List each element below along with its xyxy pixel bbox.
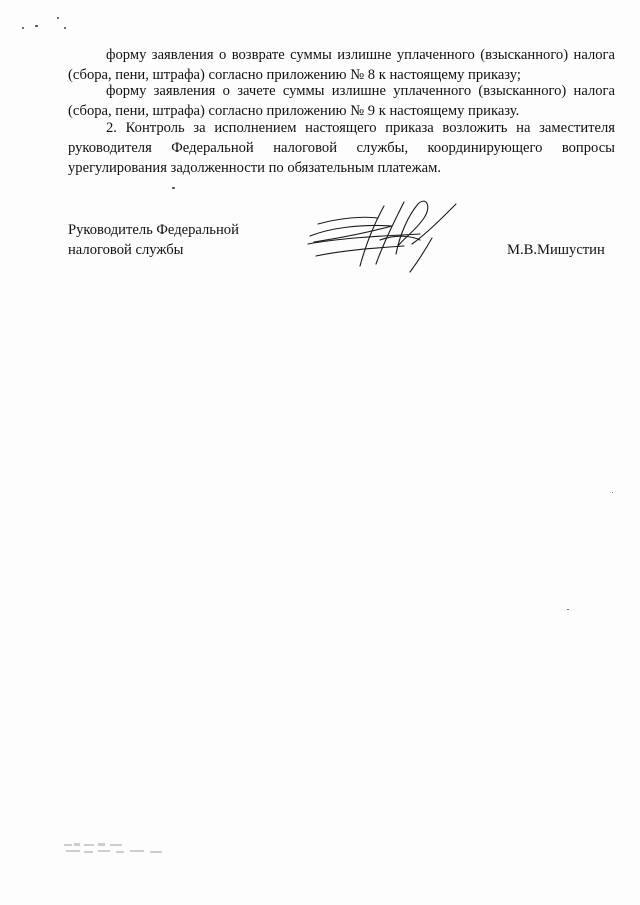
scan-speck — [172, 187, 175, 189]
scan-speck — [64, 27, 66, 29]
handwritten-signature — [300, 194, 470, 274]
signer-title — [68, 220, 239, 260]
paragraph-control: 2. Контроль за исполнением настоящего приказа возложить на заместителя руководителя Федеральной налоговой службы, координирующего вопросы урегулирования задолженности по обязательным платежам. — [68, 120, 615, 176]
paragraph-return-form: форму заявления о возврате суммы излишне уплаченного (взысканного) налога (сбора, пени, штрафа) согласно приложению № 8 к настоящему приказу; — [68, 47, 615, 83]
signer-title-line2: налоговой службы — [68, 242, 184, 258]
signer-title-line1: Руководитель Федеральной — [68, 222, 239, 238]
scan-speck — [35, 25, 38, 27]
scan-speck — [57, 17, 59, 19]
scan-noise-mark — [64, 842, 174, 856]
paragraph-offset-form: форму заявления о зачете суммы излишне уплаченного (взысканного) налога (сбора, пени, штрафа) согласно приложению № 9 к настоящему приказу. — [68, 83, 615, 119]
scan-speck — [22, 27, 24, 29]
scan-speck — [612, 492, 613, 493]
scan-speck — [567, 609, 569, 610]
signer-name: М.В.Мишустин — [507, 242, 605, 258]
